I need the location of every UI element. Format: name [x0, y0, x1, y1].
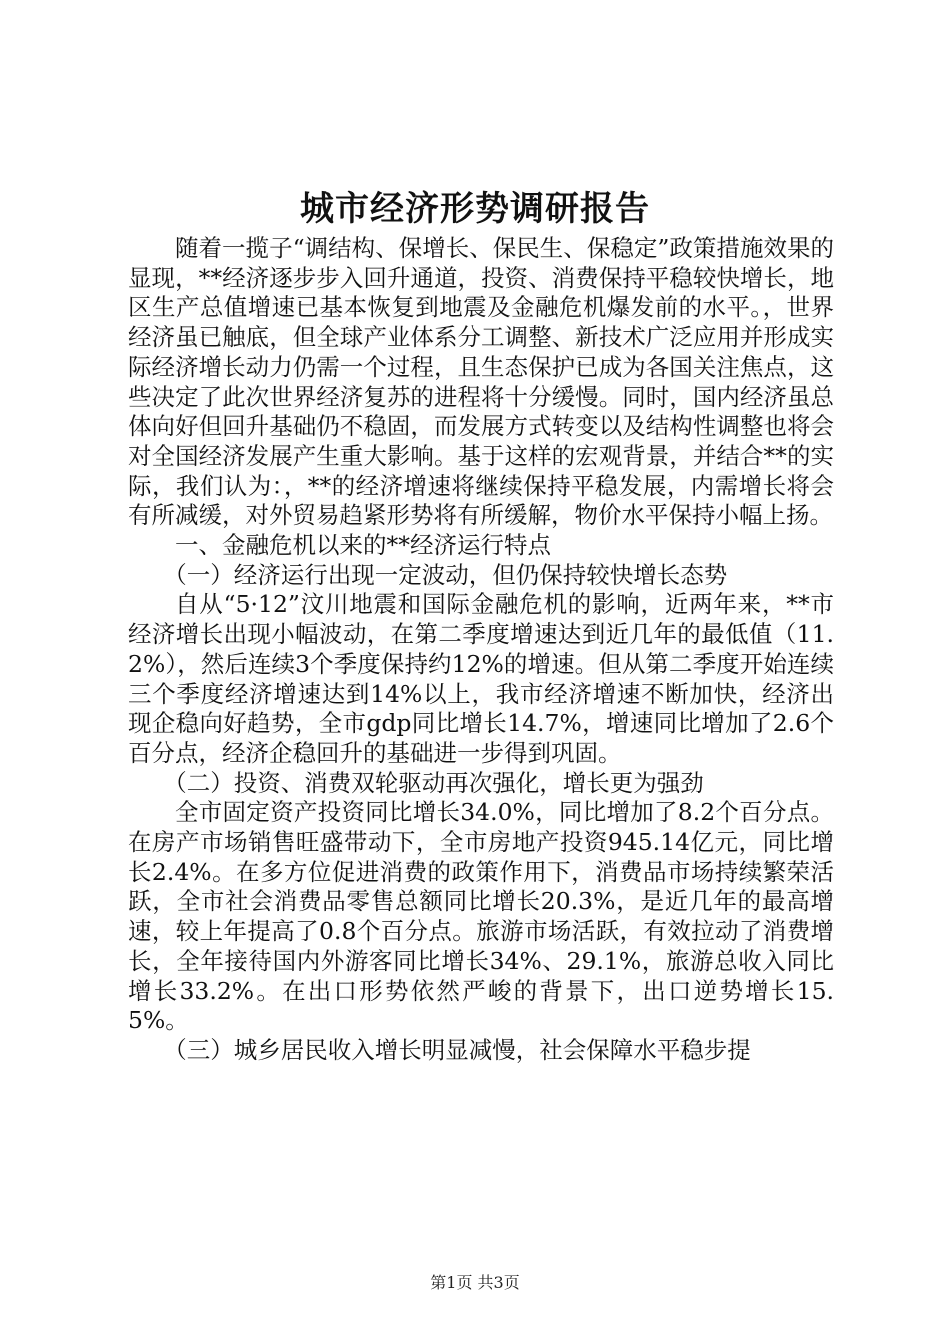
- document-body: [128, 234, 834, 1066]
- subsection-paragraph-2: 全市固定资产投资同比增长34.0%，同比增加了8.2个百分点。在房产市场销售旺盛带动下，全市房地产投资945.14亿元，同比增长2.4%。在多方位促进消费的政策作用下，消费品市场持续繁荣活跃，全市社会消费品零售总额同比增长20.3%，是近几年的最高增速，较上年提高了0.8个百分点。旅游市场活跃，有效拉动了消费增长，全年接待国内外游客同比增长34%、29.1%，旅游总收入同比增长33.2%。在出口形势依然严峻的背景下，出口逆势增长15.5%。: [128, 798, 834, 1035]
- subsection-paragraph-1: 自从“5·12”汶川地震和国际金融危机的影响，近两年来，**市经济增长出现小幅波动，在第二季度增速达到近几年的最低值（11.2%），然后连续3个季度保持约12%的增速。但从第二季度开始连续三个季度经济增速达到14%以上，我市经济增速不断加快，经济出现企稳向好趋势，全市gdp同比增长14.7%，增速同比增加了2.6个百分点，经济企稳回升的基础进一步得到巩固。: [128, 590, 834, 767]
- page-number-footer: 第1页 共3页: [430, 1273, 520, 1292]
- intro-paragraph: 随着一揽子“调结构、保增长、保民生、保稳定”政策措施效果的显现，**经济逐步步入回升通道，投资、消费保持平稳较快增长，地区生产总值增速已基本恢复到地震及金融危机爆发前的水平。，世界经济虽已触底，但全球产业体系分工调整、新技术广泛应用并形成实际经济增长动力仍需一个过程，且生态保护已成为各国关注焦点，这些决定了此次世界经济复苏的进程将十分缓慢。同时，国内经济虽总体向好但回升基础仍不稳固，而发展方式转变以及结构性调整也将会对全国经济发展产生重大影响。基于这样的宏观背景，并结合**的实际，我们认为：，**的经济增速将继续保持平稳发展，内需增长将会有所减缓，对外贸易趋紧形势将有所缓解，物价水平保持小幅上扬。: [128, 234, 834, 530]
- subsection-heading-2: （二）投资、消费双轮驱动再次强化，增长更为强劲: [163, 768, 704, 797]
- section-heading-1: 一、金融危机以来的**经济运行特点: [175, 531, 551, 560]
- subsection-heading-3: （三）城乡居民收入增长明显减慢，社会保障水平稳步提: [163, 1035, 751, 1064]
- subsection-heading-1: （一）经济运行出现一定波动，但仍保持较快增长态势: [163, 560, 728, 589]
- document-title: 城市经济形势调研报告: [300, 189, 650, 229]
